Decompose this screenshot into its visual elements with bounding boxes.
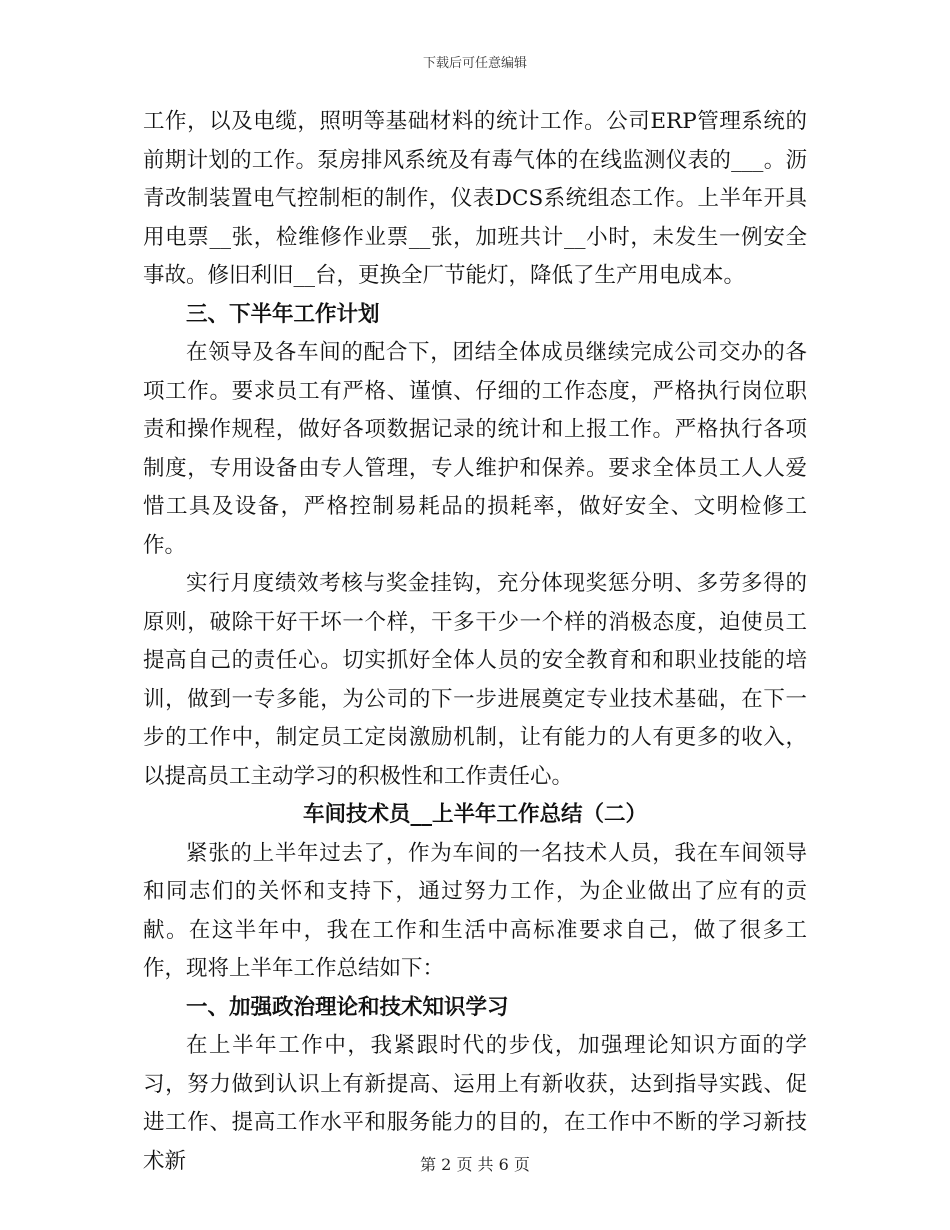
paragraph-assessment: 实行月度绩效考核与奖金挂钩，充分体现奖惩分明、多劳多得的原则，破除干好干坏一个样，干多干少一个样的消极态度，迫使员工提高自己的责任心。切实抓好全体人员的安全教育和和职业技能的培训，做到一专多能，为公司的下一步进展奠定专业技术基础，在下一步的工作中，制定员工定岗激励机制，让有能力的人有更多的收入，以提高员工主动学习的积极性和工作责任心。 <box>143 571 807 789</box>
paragraph-study: 在上半年工作中，我紧跟时代的步伐，加强理论知识方面的学习，努力做到认识上有新提高、运用上有新收获，达到指导实践、促进工作、提高工作水平和服务能力的目的，在工作中不断的学习新技术新 <box>143 1033 807 1174</box>
document-title: 车间技术员__上半年工作总结（二） <box>302 802 647 827</box>
section-heading-plan: 三、下半年工作计划 <box>186 301 380 327</box>
paragraph-plan: 在领导及各车间的配合下，团结全体成员继续完成公司交办的各项工作。要求员工有严格、谨慎、仔细的工作态度，严格执行岗位职责和操作规程，做好各项数据记录的统计和上报工作。严格执行各项制度，专用设备由专人管理，专人维护和保养。要求全体员工人人爱惜工具及设备，严格控制易耗品的损耗率，做好安全、文明检修工作。 <box>143 340 807 558</box>
page-header: 下载后可任意编辑 <box>422 56 527 71</box>
page-footer: 第 2 页 共 6 页 <box>420 1155 530 1174</box>
document-body <box>143 103 807 1181</box>
paragraph-continuation: 工作，以及电缆，照明等基础材料的统计工作。公司ERP管理系统的前期计划的工作。泵房排风系统及有毒气体的在线监测仪表的___。沥青改制装置电气控制柜的制作，仪表DCS系统组态工作。上半年开具用电票__张，检维修作业票__张，加班共计__小时，未发生一例安全事故。修旧利旧__台，更换全厂节能灯，降低了生产用电成本。 <box>143 109 807 288</box>
section-heading-study: 一、加强政治理论和技术知识学习 <box>186 994 509 1020</box>
paragraph-intro: 紧张的上半年过去了，作为车间的一名技术人员，我在车间领导和同志们的关怀和支持下，通过努力工作，为企业做出了应有的贡献。在这半年中，我在工作和生活中高标准要求自己，做了很多工作，现将上半年工作总结如下： <box>143 840 807 981</box>
